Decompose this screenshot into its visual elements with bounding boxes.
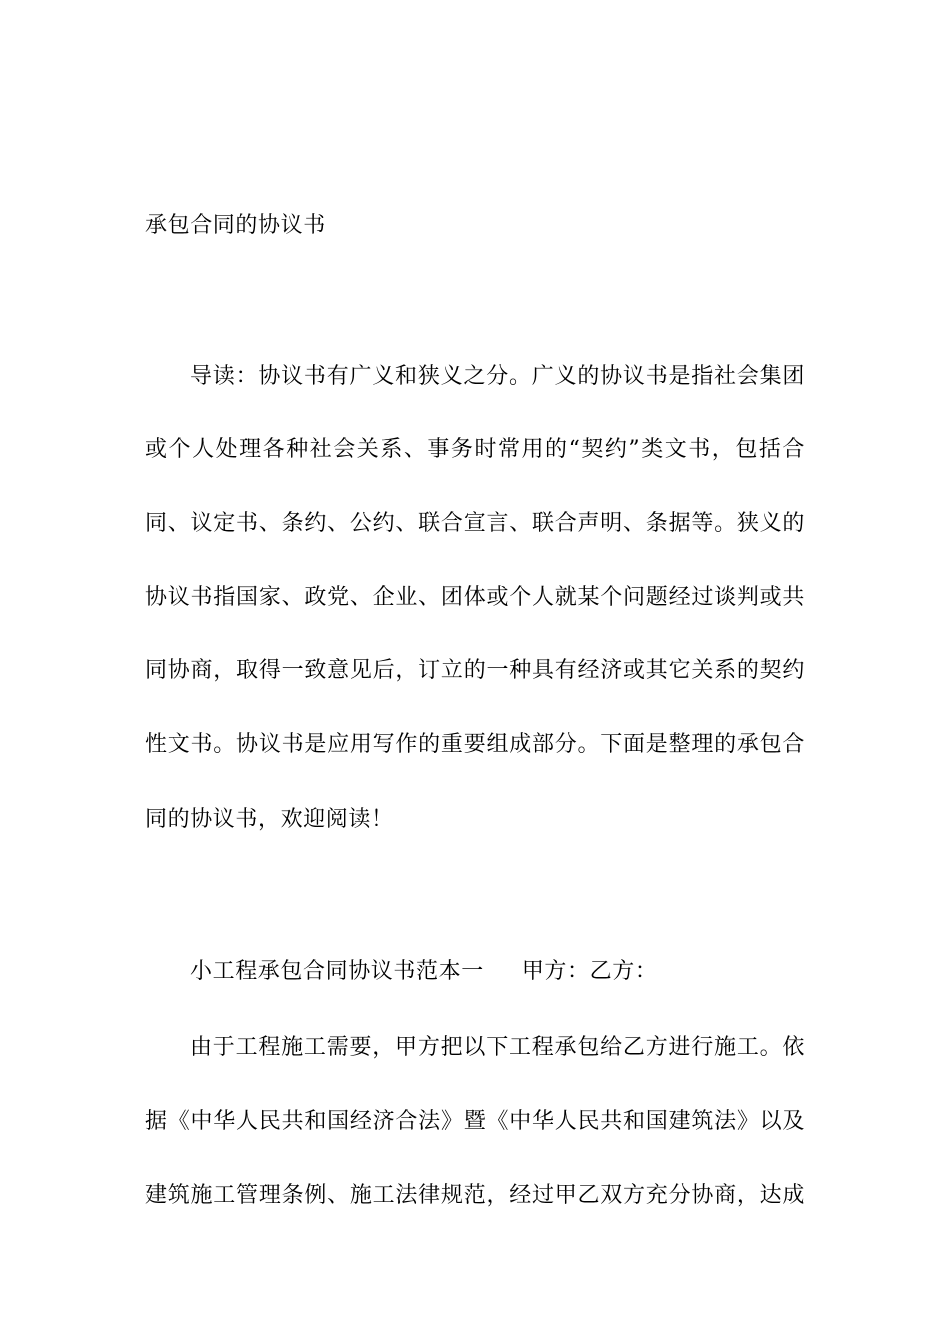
intro-line: 同协商，取得一致意见后，订立的一种具有经济或其它关系的契约 — [145, 658, 805, 683]
sample-heading-line — [190, 957, 805, 987]
intro-line: 性文书。协议书是应用写作的重要组成部分。下面是整理的承包合 — [145, 732, 805, 757]
intro-line: 同、议定书、条约、公约、联合宣言、联合声明、条据等。狭义的 — [145, 511, 805, 536]
document-title: 承包合同的协议书 — [145, 213, 326, 238]
parties-label: 甲方：乙方： — [521, 959, 658, 984]
intro-line: 协议书指国家、政党、企业、团体或个人就某个问题经过谈判或共 — [145, 585, 805, 610]
intro-line: 或个人处理各种社会关系、事务时常用的“契约”类文书，包括合 — [145, 437, 805, 462]
sample-heading: 小工程承包合同协议书范本一 — [190, 959, 484, 984]
body-line: 由于工程施工需要，甲方把以下工程承包给乙方进行施工。依 — [190, 1035, 805, 1060]
intro-line: 导读：协议书有广义和狭义之分。广义的协议书是指社会集团 — [190, 364, 805, 389]
intro-line: 同的协议书，欢迎阅读！ — [145, 807, 394, 832]
body-line: 据《中华人民共和国经济合法》暨《中华人民共和国建筑法》以及 — [145, 1109, 805, 1134]
body-line: 建筑施工管理条例、施工法律规范，经过甲乙双方充分协商，达成 — [145, 1183, 805, 1208]
